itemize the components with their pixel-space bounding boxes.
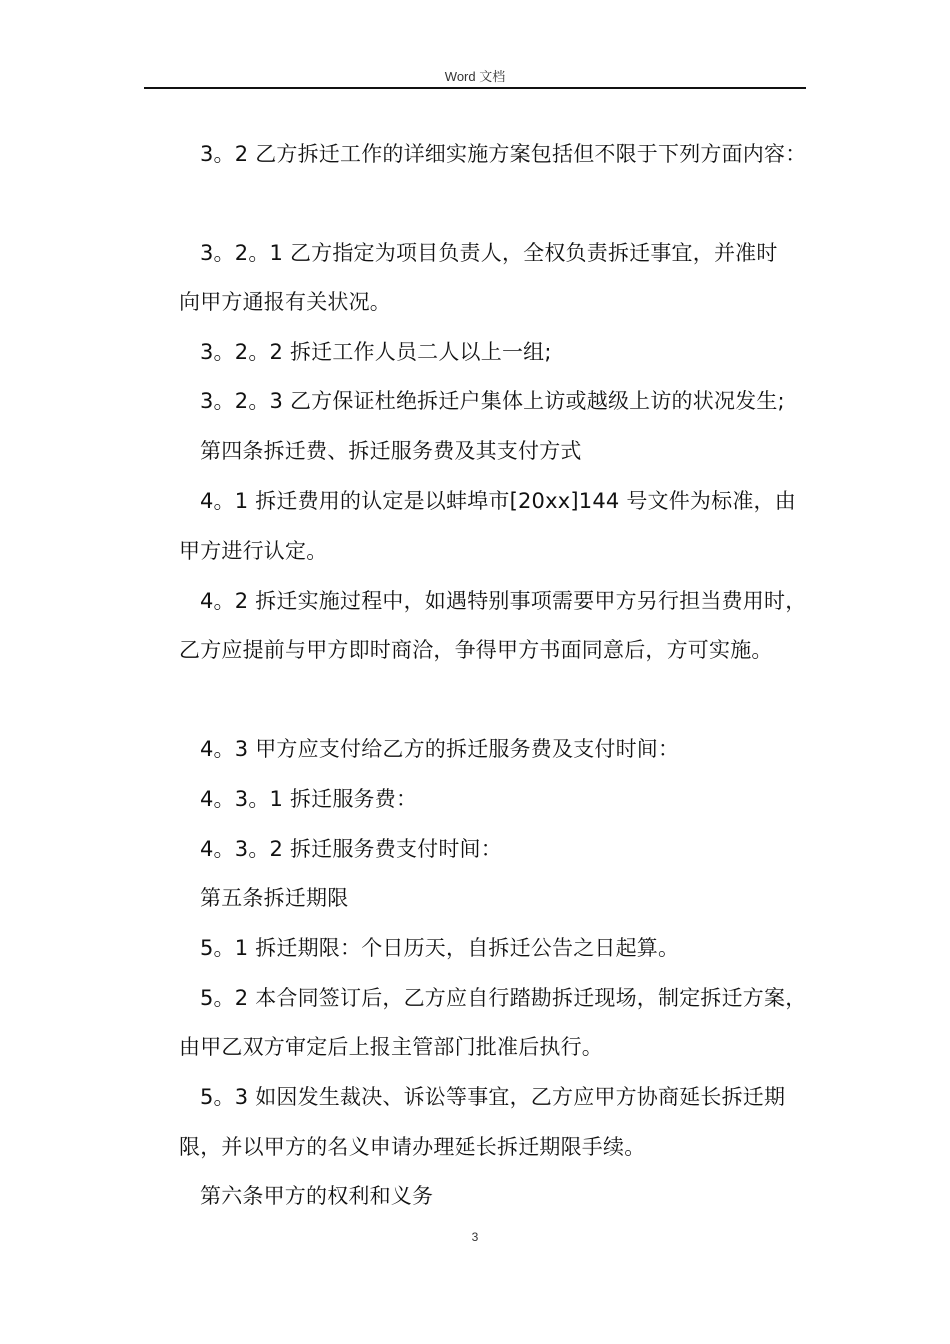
paragraph-line: 3。2。1 乙方指定为项目负责人，全权负责拆迁事宜，并准时 xyxy=(200,241,778,265)
paragraph-line: 4。3 甲方应支付给乙方的拆迁服务费及支付时间： xyxy=(200,737,680,761)
section-heading: 第五条拆迁期限 xyxy=(200,886,349,910)
document-header: Word 文档 xyxy=(444,69,506,84)
section-heading: 第六条甲方的权利和义务 xyxy=(200,1184,434,1208)
paragraph-line: 甲方进行认定。 xyxy=(179,539,328,563)
paragraph-line: 4。3。2 拆迁服务费支付时间： xyxy=(200,837,502,861)
section-heading: 第四条拆迁费、拆迁服务费及其支付方式 xyxy=(200,439,582,463)
paragraph-line: 由甲乙双方审定后上报主管部门批准后执行。 xyxy=(179,1035,603,1059)
paragraph-line: 3。2。3 乙方保证杜绝拆迁户集体上访或越级上访的状况发生; xyxy=(200,389,785,413)
paragraph-line: 3。2。2 拆迁工作人员二人以上一组; xyxy=(200,340,552,364)
paragraph-line: 3。2 乙方拆迁工作的详细实施方案包括但不限于下列方面内容： xyxy=(200,142,807,166)
paragraph-line: 乙方应提前与甲方即时商洽，争得甲方书面同意后，方可实施。 xyxy=(179,638,773,662)
header-divider xyxy=(144,87,806,89)
paragraph-line: 向甲方通报有关状况。 xyxy=(179,290,391,314)
page-number: 3 xyxy=(471,1230,479,1244)
paragraph-line: 5。3 如因发生裁决、诉讼等事宜，乙方应甲方协商延长拆迁期 xyxy=(200,1085,786,1109)
paragraph-line: 4。2 拆迁实施过程中，如遇特别事项需要甲方另行担当费用时， xyxy=(200,589,807,613)
paragraph-line: 4。1 拆迁费用的认定是以蚌埠市[20xx]144 号文件为标准，由 xyxy=(200,489,796,513)
paragraph-line: 5。1 拆迁期限：个日历天，自拆迁公告之日起算。 xyxy=(200,936,680,960)
paragraph-line: 5。2 本合同签订后，乙方应自行踏勘拆迁现场，制定拆迁方案， xyxy=(200,986,807,1010)
paragraph-line: 限，并以甲方的名义申请办理延长拆迁期限手续。 xyxy=(179,1135,646,1159)
paragraph-line: 4。3。1 拆迁服务费： xyxy=(200,787,418,811)
